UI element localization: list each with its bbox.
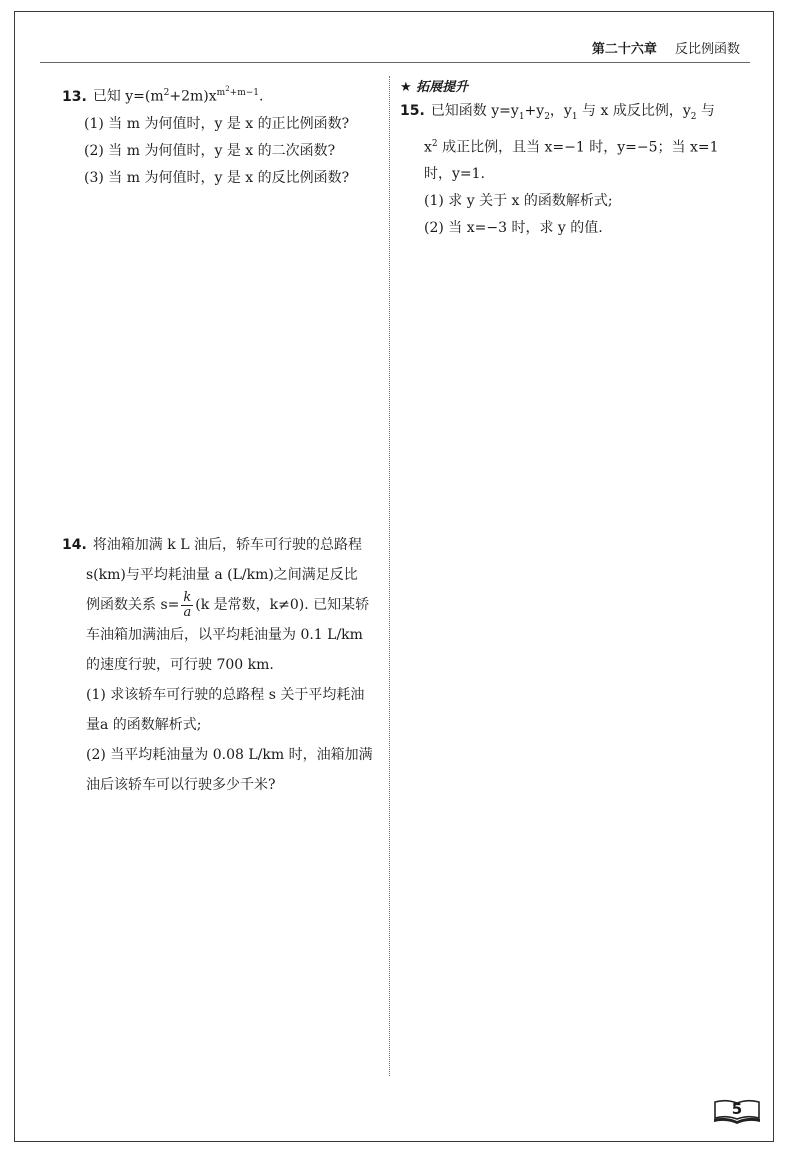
section-title: ★ 拓展提升 bbox=[400, 80, 469, 95]
exponent: m bbox=[216, 88, 226, 98]
problem-15 bbox=[400, 98, 740, 242]
section-name: 反比例函数 bbox=[674, 42, 740, 57]
stem-text: 成正比例，且当 x=−1 时，y=−5；当 x=1 bbox=[437, 139, 719, 156]
problem-15-line-2: $x^2$ 成正比例，且当 x=−1 时，y=−5；当 x=1 bbox=[424, 138, 719, 156]
denominator: a bbox=[183, 604, 192, 620]
fraction bbox=[181, 591, 193, 620]
question-2-cont: 油后该轿车可以行驶多少千米? bbox=[86, 777, 276, 793]
stem-text: 已知 y=(m bbox=[92, 88, 164, 105]
stem-text: 已知函数 y=y bbox=[430, 103, 519, 119]
stem-text: +2m)x bbox=[169, 88, 217, 105]
page-number-badge bbox=[712, 1098, 762, 1124]
stem-text: 与 x 成反比例，y bbox=[577, 103, 691, 119]
problem-14-line-2: s(km)与平均耗油量 a (L/km)之间满足反比 bbox=[86, 567, 358, 583]
question-2: (2) 当平均耗油量为 0.08 L/km 时，油箱加满 bbox=[86, 747, 373, 763]
question-1: (1) 求该轿车可行驶的总路程 s 关于平均耗油 bbox=[86, 687, 365, 703]
problem-14 bbox=[62, 530, 392, 800]
question-1-cont: 量a 的函数解析式; bbox=[86, 717, 202, 733]
exponent: +m−1 bbox=[229, 88, 260, 98]
stem-text: ，y bbox=[549, 103, 572, 119]
problem-14-line-3 bbox=[62, 590, 392, 620]
problem-13 bbox=[62, 76, 382, 192]
problem-13-stem: 13. 已知 $y=(m^2+2m)x^{m^2+m-1}$. bbox=[62, 85, 264, 105]
stem-text: (k 是常数，k≠0). 已知某轿 bbox=[195, 597, 370, 613]
stem-text: +y bbox=[524, 103, 545, 119]
stem-text: 将油箱加满 k L 油后，轿车可行驶的总路程 bbox=[92, 537, 362, 553]
question-1: (1) 求 y 关于 x 的函数解析式; bbox=[424, 193, 613, 210]
problem-number: 14. bbox=[62, 537, 87, 553]
stem-text: . bbox=[259, 88, 264, 105]
numerator: k bbox=[183, 589, 192, 605]
page-number: 5 bbox=[731, 1100, 743, 1118]
question-2: (2) 当 x=−3 时，求 y 的值. bbox=[424, 220, 603, 237]
problem-14-line-1 bbox=[62, 530, 392, 560]
chapter-title: 第二十六章 bbox=[591, 42, 657, 57]
problem-number: 15. bbox=[400, 103, 425, 119]
stem-text: 例函数关系 s= bbox=[86, 597, 180, 613]
problem-14-line-4: 车油箱加满油后，以平均耗油量为 0.1 L/km bbox=[86, 627, 363, 643]
question-2: (2) 当 m 为何值时，y 是 x 的二次函数? bbox=[84, 142, 336, 159]
header-rule bbox=[40, 62, 750, 63]
problem-14-line-5: 的速度行驶，可行驶 700 km. bbox=[86, 657, 274, 673]
stem-text: x bbox=[424, 139, 432, 156]
question-1: (1) 当 m 为何值时，y 是 x 的正比例函数? bbox=[84, 115, 350, 132]
problem-15-line-3: 时，y=1. bbox=[424, 166, 485, 183]
problem-15-line-1: 15. 已知函数 $y=y_1+y_2$，$y_1$ 与 x 成反比例，$y_2$ 与 bbox=[400, 103, 715, 122]
problem-number: 13. bbox=[62, 88, 87, 105]
running-header bbox=[592, 38, 740, 57]
question-3: (3) 当 m 为何值时，y 是 x 的反比例函数? bbox=[84, 169, 350, 186]
stem-text: 与 bbox=[696, 103, 715, 119]
